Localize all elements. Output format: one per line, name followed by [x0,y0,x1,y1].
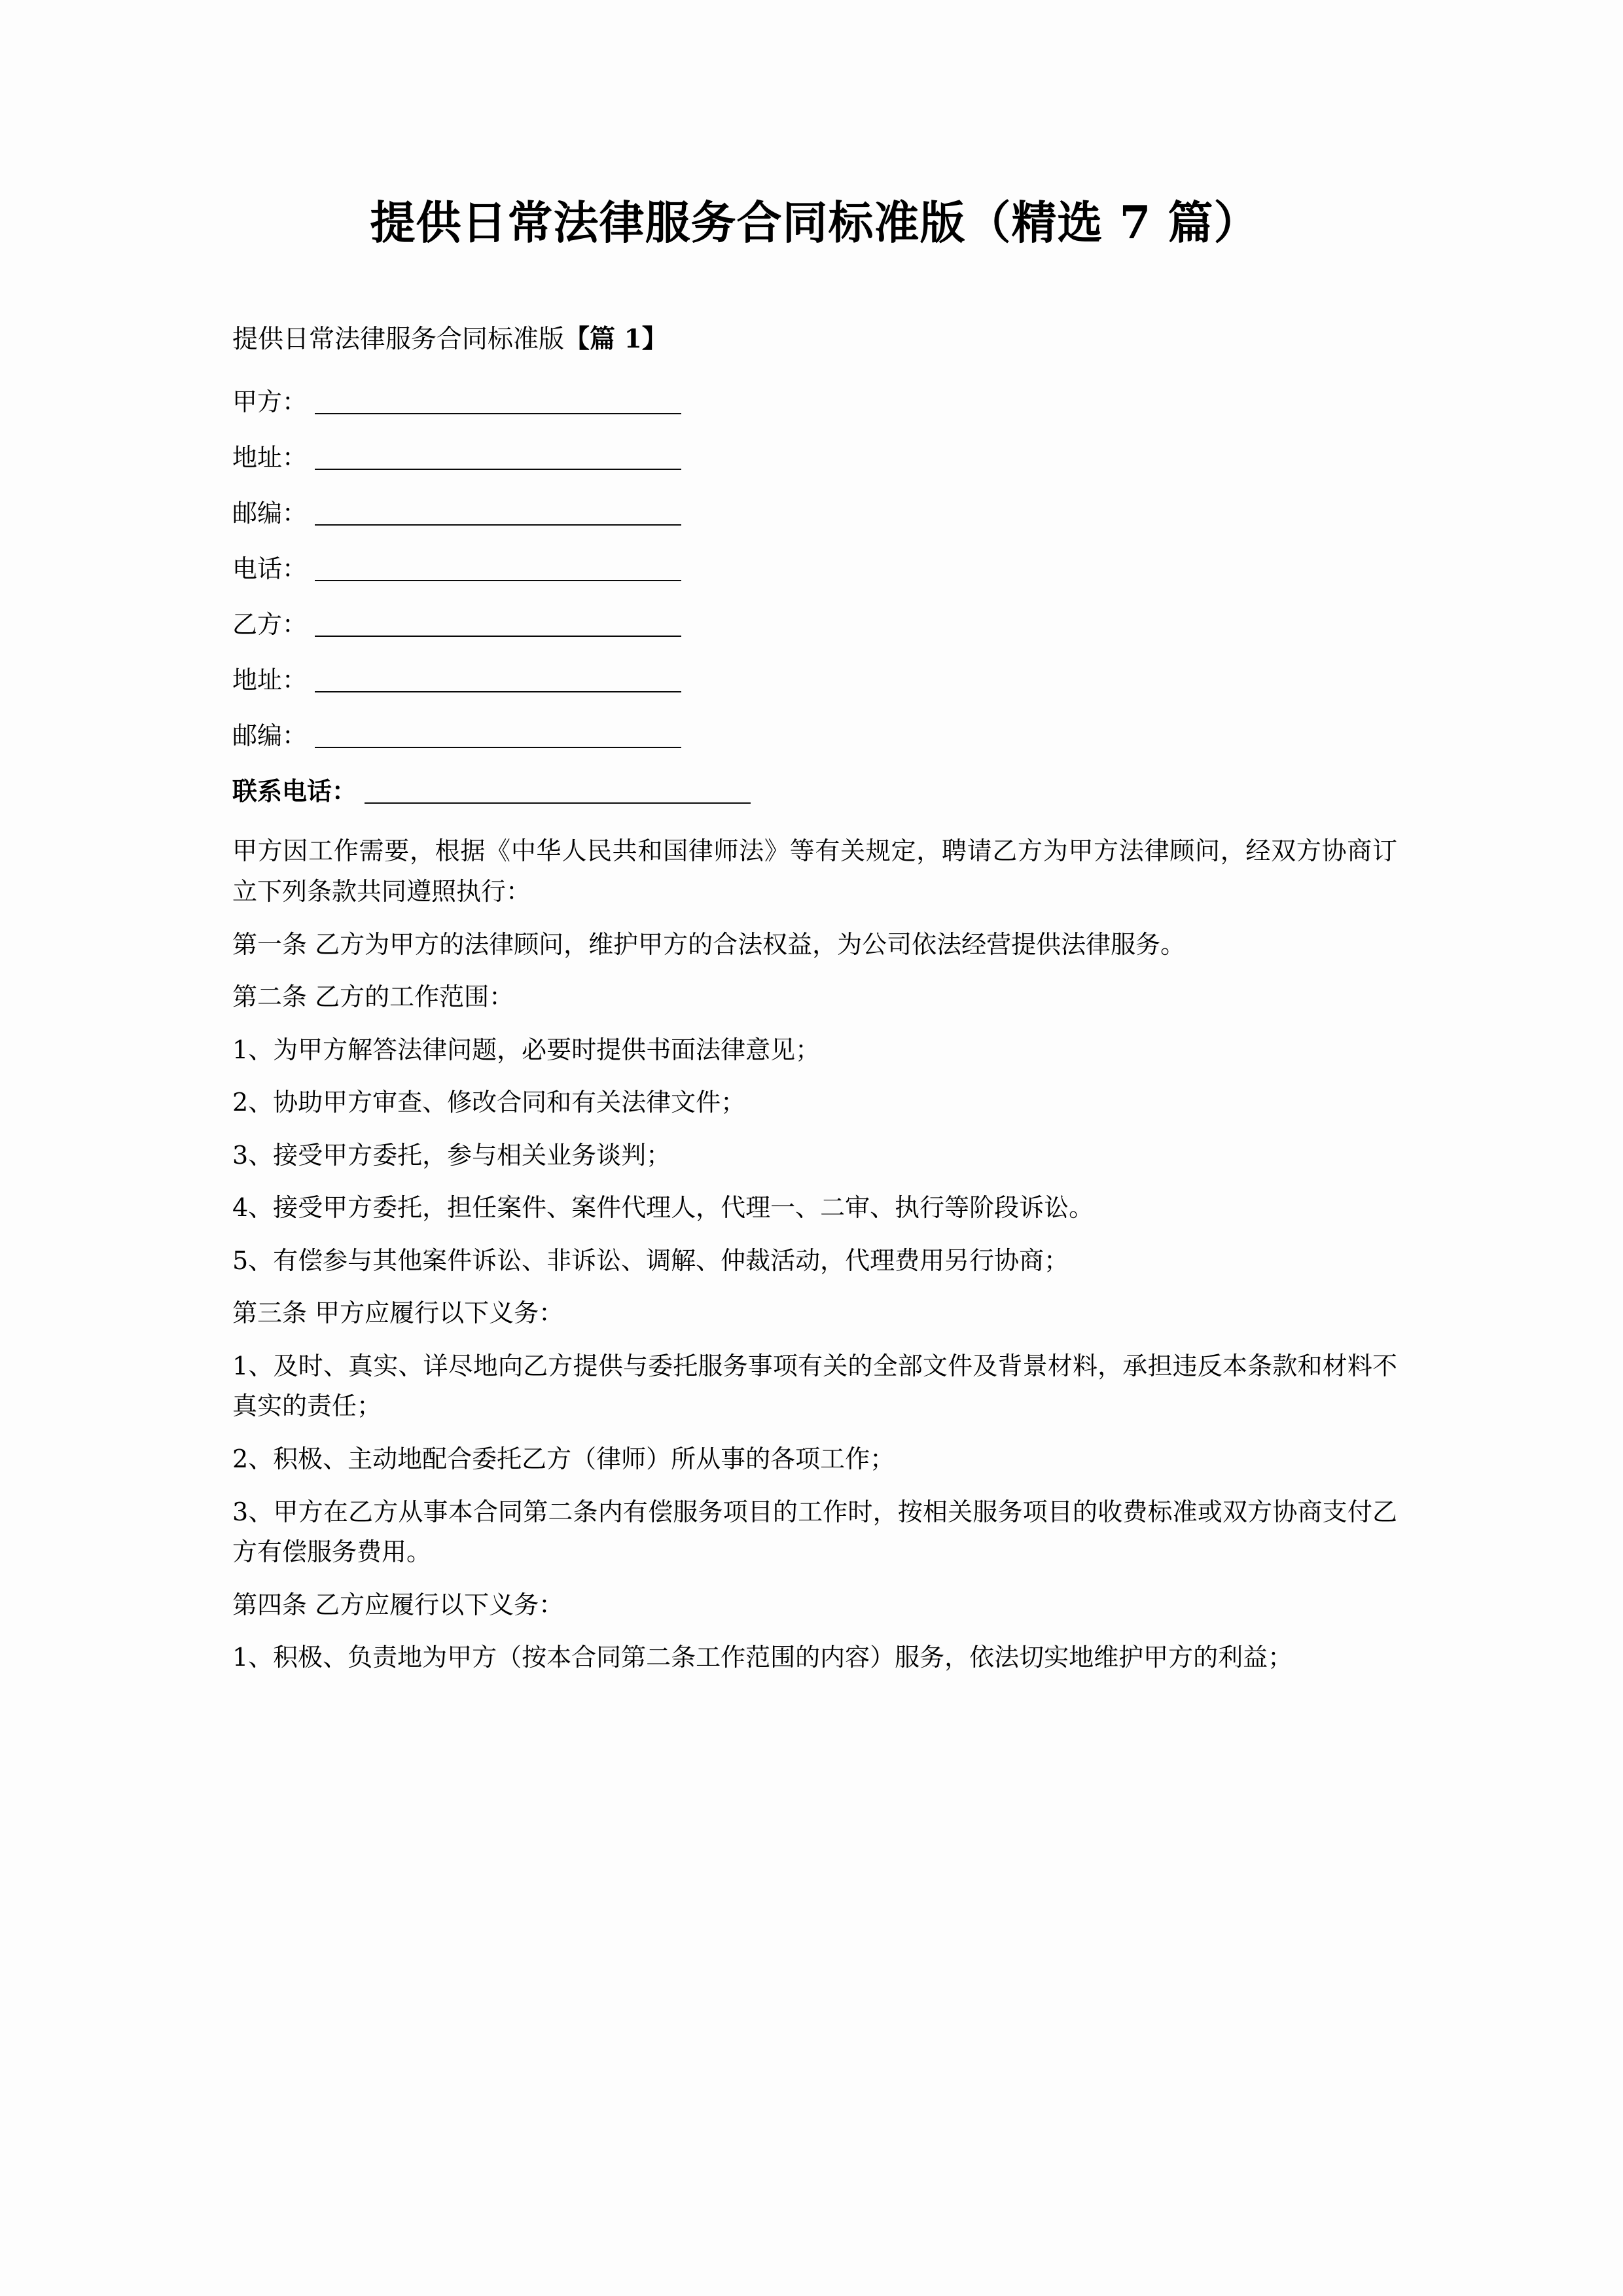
contract-paragraph: 3、接受甲方委托，参与相关业务谈判； [232,1140,671,1170]
contract-body [232,831,1397,1677]
contract-paragraph: 3、甲方在乙方从事本合同第二条内有偿服务项目的工作时，按相关服务项目的收费标准或双方协商支付乙方有偿服务费用。 [232,1497,1397,1567]
field-label: 电话： [232,554,308,584]
field-row [232,497,1397,526]
field-label: 地址： [232,666,308,695]
field-label: 邮编： [232,499,308,528]
field-row [232,553,1397,584]
field-row [232,386,1397,417]
field-row [232,776,1397,804]
field-blank-input[interactable] [365,780,751,804]
field-label: 邮编： [232,721,308,751]
contract-paragraph: 2、协助甲方审查、修改合同和有关法律文件； [232,1088,746,1117]
field-blank-input[interactable] [315,613,681,637]
field-blank-input[interactable] [315,725,681,748]
field-row [232,664,1397,695]
contract-paragraph: 甲方因工作需要，根据《中华人民共和国律师法》等有关规定，聘请乙方为甲方法律顾问，经双方协商订立下列条款共同遵照执行： [232,836,1397,906]
field-row [232,442,1397,473]
page-title: 提供日常法律服务合同标准版（精选 7 篇） [370,196,1260,249]
contract-paragraph: 1、积极、负责地为甲方（按本合同第二条工作范围的内容）服务，依法切实地维护甲方的利益； [232,1643,1293,1672]
field-label: 联系电话： [232,776,357,806]
field-row [232,609,1397,637]
contract-paragraph: 第四条 乙方应履行以下义务： [232,1590,564,1619]
contract-paragraph: 1、为甲方解答法律问题，必要时提供书面法律意见； [232,1035,821,1064]
document-subtitle [232,324,1397,355]
contract-paragraph: 1、及时、真实、详尽地向乙方提供与委托服务事项有关的全部文件及背景材料，承担违反本条款和材料不真实的责任； [232,1351,1397,1421]
contract-paragraph: 4、接受甲方委托，担任案件、案件代理人，代理一、二审、执行等阶段诉讼。 [232,1193,1094,1223]
field-blank-input[interactable] [315,502,681,526]
contract-paragraph: 5、有偿参与其他案件诉讼、非诉讼、调解、仲裁活动，代理费用另行协商； [232,1246,1069,1275]
subtitle-main-text: 提供日常法律服务合同标准版 [232,325,565,355]
contract-paragraph: 第二条 乙方的工作范围： [232,982,514,1012]
party-info-field-list [232,386,1397,804]
subtitle-section-tag: 【篇 1】 [564,324,668,355]
field-blank-input[interactable] [315,669,681,692]
contract-paragraph: 第一条 乙方为甲方的法律顾问，维护甲方的合法权益，为公司依法经营提供法律服务。 [232,929,1186,959]
document-content [232,196,1397,1691]
contract-paragraph: 2、积极、主动地配合委托乙方（律师）所从事的各项工作； [232,1444,895,1473]
field-blank-input[interactable] [315,391,681,414]
field-row [232,720,1397,751]
field-label: 地址： [232,443,308,473]
field-blank-input[interactable] [315,558,681,581]
field-blank-input[interactable] [315,446,681,470]
field-label: 乙方： [232,610,308,639]
contract-paragraph: 第三条 甲方应履行以下义务： [232,1299,564,1328]
field-label: 甲方： [232,387,308,417]
